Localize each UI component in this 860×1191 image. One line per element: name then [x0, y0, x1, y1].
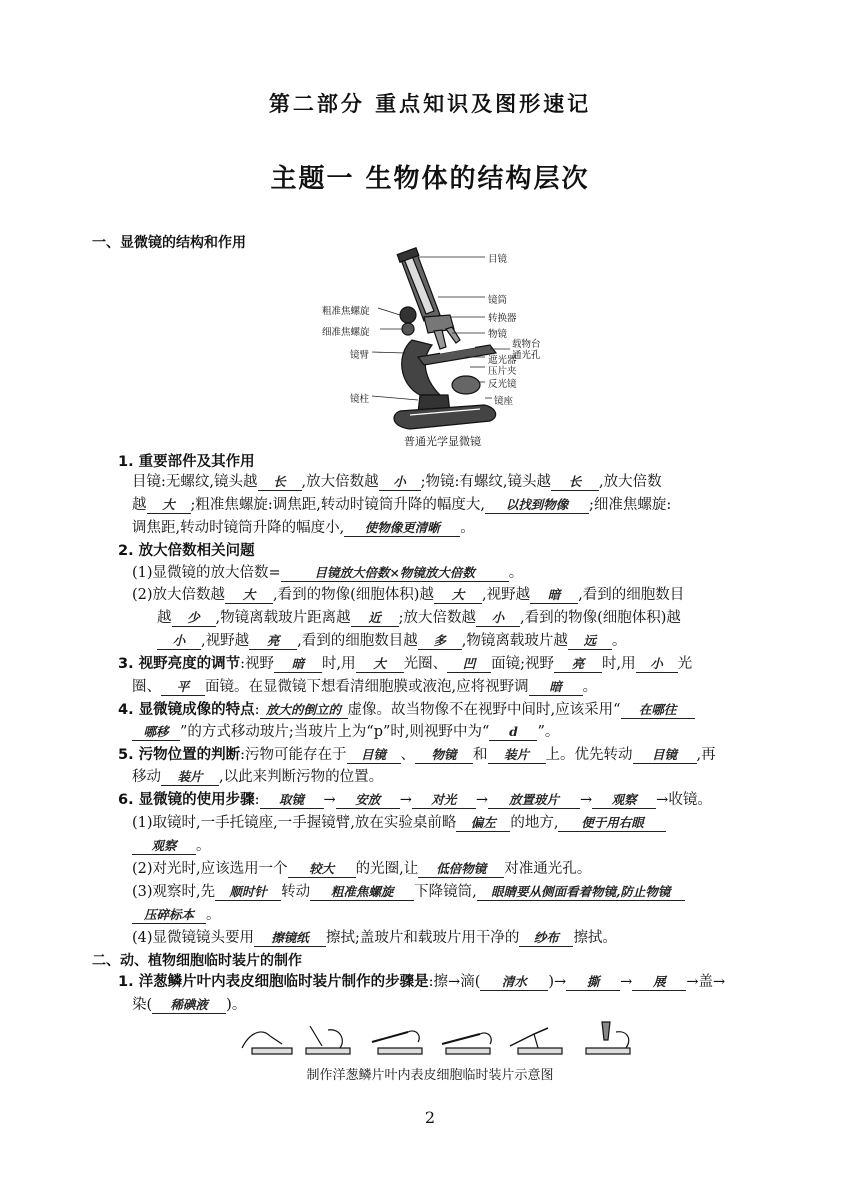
text-line: 圈、 平 面镜。在显微镜下想看清细胞膜或液泡,应将视野调 暗 。: [132, 679, 598, 695]
label-converter: 转换器: [488, 313, 517, 324]
text-line: (4)显微镜镜头要用 擦镜纸 擦拭;盖玻片和载玻片用干净的 纱布 擦拭。: [132, 930, 617, 946]
slide-prep-drawing: [232, 1018, 652, 1062]
text-line: 染( 稀碘液 )。: [132, 997, 247, 1013]
figure-caption: 普通光学显微镜: [404, 435, 481, 448]
microscope-figure: [300, 245, 560, 450]
text-line: 移动 装片 ,以此来判断污物的位置。: [132, 769, 384, 785]
label-stage: 载物台: [512, 339, 541, 350]
text-line: 调焦距,转动时镜筒升降的幅度小, 使物像更清晰 。: [132, 520, 475, 536]
text-line: 3. 视野亮度的调节:视野 暗 时,用 大 光圈、 凹 面镜;视野 亮 时,用 小 光: [118, 656, 693, 672]
text-line: 4. 显微镜成像的特点: 放大的倒立的 虚像。故当物像不在视野中间时,应该采用“ 在哪往: [118, 700, 695, 720]
text-line: 哪移 ”的方式移动玻片;当玻片上为“p”时,则视野中为“ d ”。: [132, 722, 559, 742]
text-line: 观察 。: [132, 836, 211, 856]
part-title: 第二部分 重点知识及图形速记: [268, 92, 592, 116]
text-line: (1)取镜时,一手托镜座,一手握镜臂,放在实验桌前略 偏左 的地方, 便于用右眼: [132, 813, 666, 833]
text-line: 目镜:无螺纹,镜头越 长 ,放大倍数越 小 ;物镜:有螺纹,镜头越 长 ,放大倍数: [132, 474, 662, 490]
label-base: 镜座: [494, 396, 514, 407]
text-line: 1. 洋葱鳞片叶内表皮细胞临时装片制作的步骤是:擦→滴( 清水 )→ 撕 → 展 →盖→: [118, 974, 726, 990]
label-tube: 镜筒: [488, 295, 508, 306]
label-coarse-focus: 粗准焦螺旋: [322, 306, 370, 317]
text-line: 5. 污物位置的判断:污物可能存在于 目镜 、 物镜 和 装片 上。优先转动 目镜 ,再: [118, 747, 716, 763]
label-through-hole: 通光孔: [512, 350, 541, 361]
subhead-2: 2. 放大倍数相关问题: [118, 543, 255, 559]
section-heading-microscope: 一、显微镜的结构和作用: [92, 235, 246, 251]
subhead-1: 1. 重要部件及其作用: [118, 454, 255, 470]
slide-prep-caption: 制作洋葱鳞片叶内表皮细胞临时装片示意图: [306, 1068, 554, 1083]
slide-prep-figure: [232, 1018, 652, 1062]
label-diaphragm: 遮光器: [488, 355, 517, 366]
label-pillar: 镜柱: [350, 394, 370, 405]
text-line: (2)对光时,应该选用一个 较大 的光圈,让 低倍物镜 对准通光孔。: [132, 861, 592, 877]
label-fine-focus: 细准焦螺旋: [322, 327, 370, 338]
text-line: (1)显微镜的放大倍数= 目镜放大倍数×物镜放大倍数 。: [132, 565, 524, 581]
page-number: 2: [424, 1108, 436, 1127]
topic-title: 主题一 生物体的结构层次: [270, 164, 590, 194]
label-slide-clip: 压片夹: [488, 366, 517, 377]
text-line: 压碎标本 。: [132, 905, 221, 925]
text-line: 6. 显微镜的使用步骤: 取镜 → 安放 → 对光 → 放置玻片 → 观察 →收镜。: [118, 792, 712, 808]
text-line: 小 ,视野越 亮 ,看到的细胞数目越 多 ,物镜离载玻片越 远 。: [157, 631, 626, 651]
section-heading-slide-prep: 二、动、植物细胞临时装片的制作: [92, 953, 302, 969]
text-line: 越 大 ;粗准焦螺旋:调焦距,转动时镜筒升降的幅度大, 以找到物像 ;细准焦螺旋:: [132, 497, 672, 513]
text-line: (3)观察时,先 顺时针 转动 粗准焦螺旋 下降镜筒, 眼睛要从侧面看着物镜,防止物镜: [132, 882, 685, 902]
label-objective: 物镜: [488, 329, 508, 340]
label-eyepiece: 目镜: [488, 254, 508, 265]
text-line: (2)放大倍数越 大 ,看到的物像(细胞体积)越 大 ,视野越 暗 ,看到的细胞数目: [132, 587, 685, 603]
label-mirror: 反光镜: [488, 379, 517, 390]
label-arm: 镜臂: [350, 350, 370, 361]
text-line: 越 少 ,物镜离载玻片距离越 近 ;放大倍数越 小 ,看到的物像(细胞体积)越: [157, 610, 681, 626]
